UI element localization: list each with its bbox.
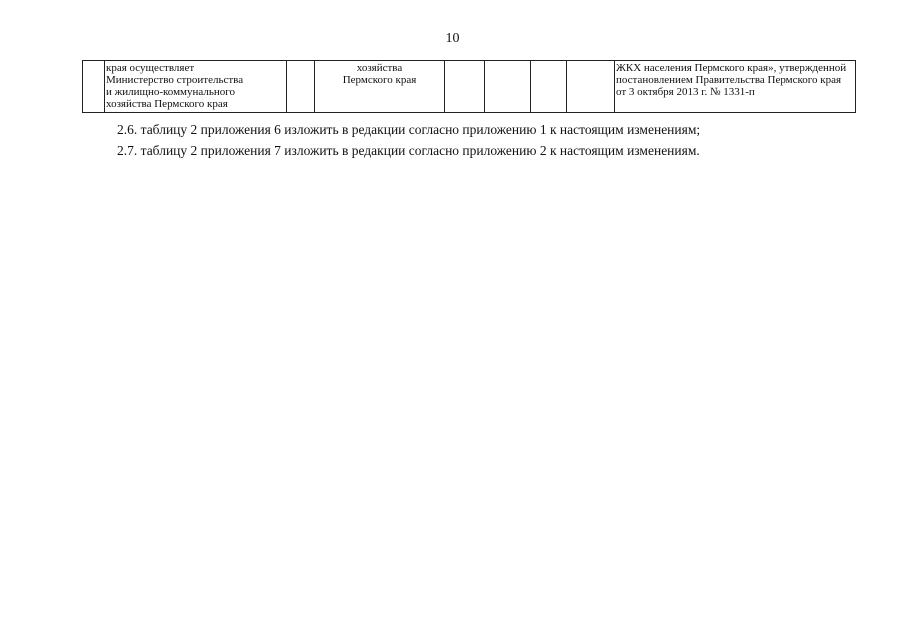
executor-line: Министерство строительства [106,74,244,86]
table-cell-empty [567,61,615,113]
executor-line: и жилищно-коммунального [106,86,236,98]
paragraph-2-7: 2.7. таблицу 2 приложения 7 изложить в редакции согласно приложению 2 к настоящим изменениям. [117,143,700,158]
table-cell-empty [485,61,531,113]
table-cell-executor [105,61,287,113]
table-cell-executor2 [315,61,445,113]
table-cell-empty [287,61,315,113]
executor2-line: хозяйства [356,62,403,74]
page-number: 10 [445,31,460,46]
basis-line: ЖКХ населения Пермского края», утвержденной [616,62,847,74]
continuation-table [82,60,856,113]
table-cell-number [83,61,105,113]
table-cell-basis [615,61,856,113]
executor2-line: Пермского края [342,74,417,86]
executor-line: хозяйства Пермского края [106,98,228,110]
basis-line: от 3 октября 2013 г. № 1331-п [616,86,755,98]
table-cell-empty [531,61,567,113]
basis-line: постановлением Правительства Пермского края [616,74,842,86]
table-row [83,61,856,113]
executor-line: края осуществляет [106,62,195,74]
table-cell-empty [445,61,485,113]
paragraph-2-6: 2.6. таблицу 2 приложения 6 изложить в редакции согласно приложению 1 к настоящим изменениям; [117,122,701,137]
